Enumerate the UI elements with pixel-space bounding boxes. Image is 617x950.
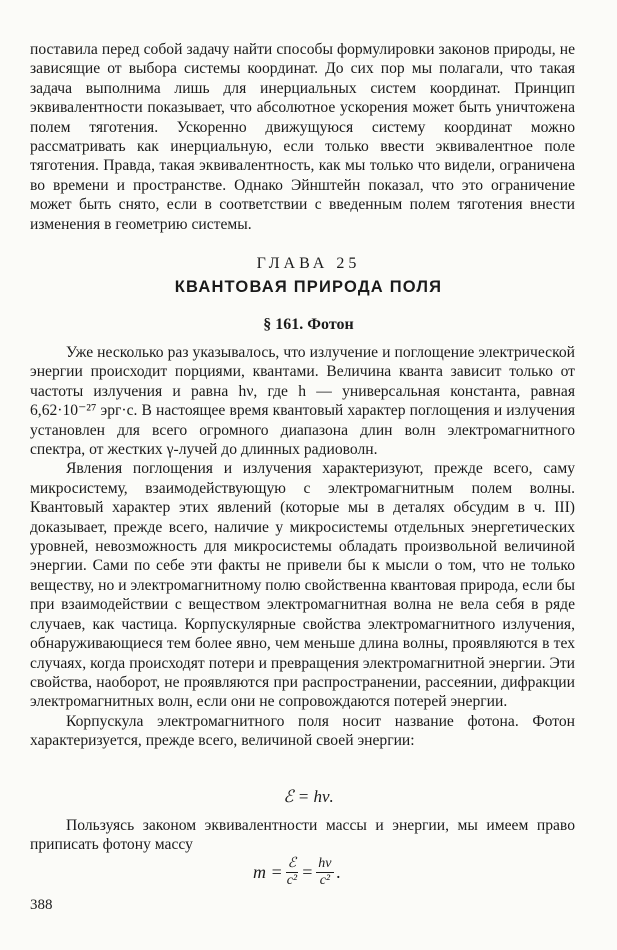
- fraction-denominator: c²: [286, 873, 298, 888]
- top-paragraph: поставила перед собой задачу найти способы формулировки законов природы, не зависящие от выбора системы координат. До сих пор мы полагали, что такая задача выполнима лишь для инерциальных систем координат. Принцип эквивалентности показывает, что абсолютное ускорения может быть уничтожена полем тяготения. Ускоренно движущуюся систему координат можно рассматривать как инерциальную, если только ввести эквивалентное поле тяготения. Правда, такая эквивалентность, как мы только что видели, ограничена во времени и пространстве. Однако Эйнштейн показал, что это ограничение может быть снято, если в соответствии с введенным полем тяготения внести изменения в геометрию системы.: [30, 41, 575, 233]
- energy-formula: ℰ = hν.: [283, 787, 334, 806]
- section-title: § 161. Фотон: [263, 316, 354, 333]
- fraction-denominator: c²: [319, 873, 331, 888]
- mass-formula-end: .: [336, 862, 342, 882]
- fraction-hnu-over-c2: [316, 856, 333, 889]
- chapter-label: ГЛАВА 25: [256, 255, 361, 272]
- top-text-block: [30, 40, 575, 234]
- fraction-numerator: hν: [318, 856, 332, 871]
- mass-formula-equals: =: [301, 862, 314, 882]
- fraction-numerator: ℰ: [287, 856, 297, 871]
- chapter-title: КВАНТОВАЯ ПРИРОДА ПОЛЯ: [174, 278, 443, 296]
- paragraph-mass: Пользуясь законом эквивалентности массы и энергии, мы имеем право приписать фотону массу: [30, 817, 575, 854]
- paragraph-absorption: Явления поглощения и излучения характеризуют, прежде всего, саму микросистему, взаимодействующую с электромагнитным полем волны. Квантовый характер этих явлений (которые мы в деталях обсудим в ч. III) доказывает, прежде всего, наличие у микросистемы отдельных энергетических уровней, невозможность для микросистемы обладать произвольной величиной энергии. Сами по себе эти факты не привели бы к мысли о том, что не только веществу, но и электромагнитному полю свойственна квантовая природа, если бы при взаимодействии с веществом электромагнитная волна не вела себя в ряде случаев, как частица. Корпускулярные свойства электромагнитного излучения, обнаруживающиеся тем более явно, чем меньше длина волны, проявляются в тех случаях, когда происходят потери и превращения электромагнитной энергии. Эти свойства, наоборот, не проявляются при распространении, рассеянии, дифракции электромагнитных волн, если они не сопровождаются потерей энергии.: [30, 460, 575, 711]
- section-body: [30, 343, 575, 751]
- section-body-continued: [30, 816, 575, 855]
- page-number: 388: [30, 897, 53, 913]
- paragraph-quanta: Уже несколько раз указывалось, что излучение и поглощение электрической энергии происходит порциями, квантами. Величина кванта зависит только от частоты излучения и равна hν, где h — универсальная константа, равная 6,62·10⁻²⁷ эрг·с. В настоящее время квантовый характер поглощения и излучения установлен для всего огромного диапазона длин волн электромагнитного спектра, от жестких γ-лучей до длинных радиоволн.: [30, 344, 575, 459]
- paragraph-photon: Корпускула электромагнитного поля носит название фотона. Фотон характеризуется, прежде всего, величиной своей энергии:: [30, 712, 575, 750]
- mass-formula: [253, 856, 341, 889]
- mass-formula-lhs: m =: [253, 862, 283, 882]
- fraction-energy-over-c2: [286, 856, 298, 889]
